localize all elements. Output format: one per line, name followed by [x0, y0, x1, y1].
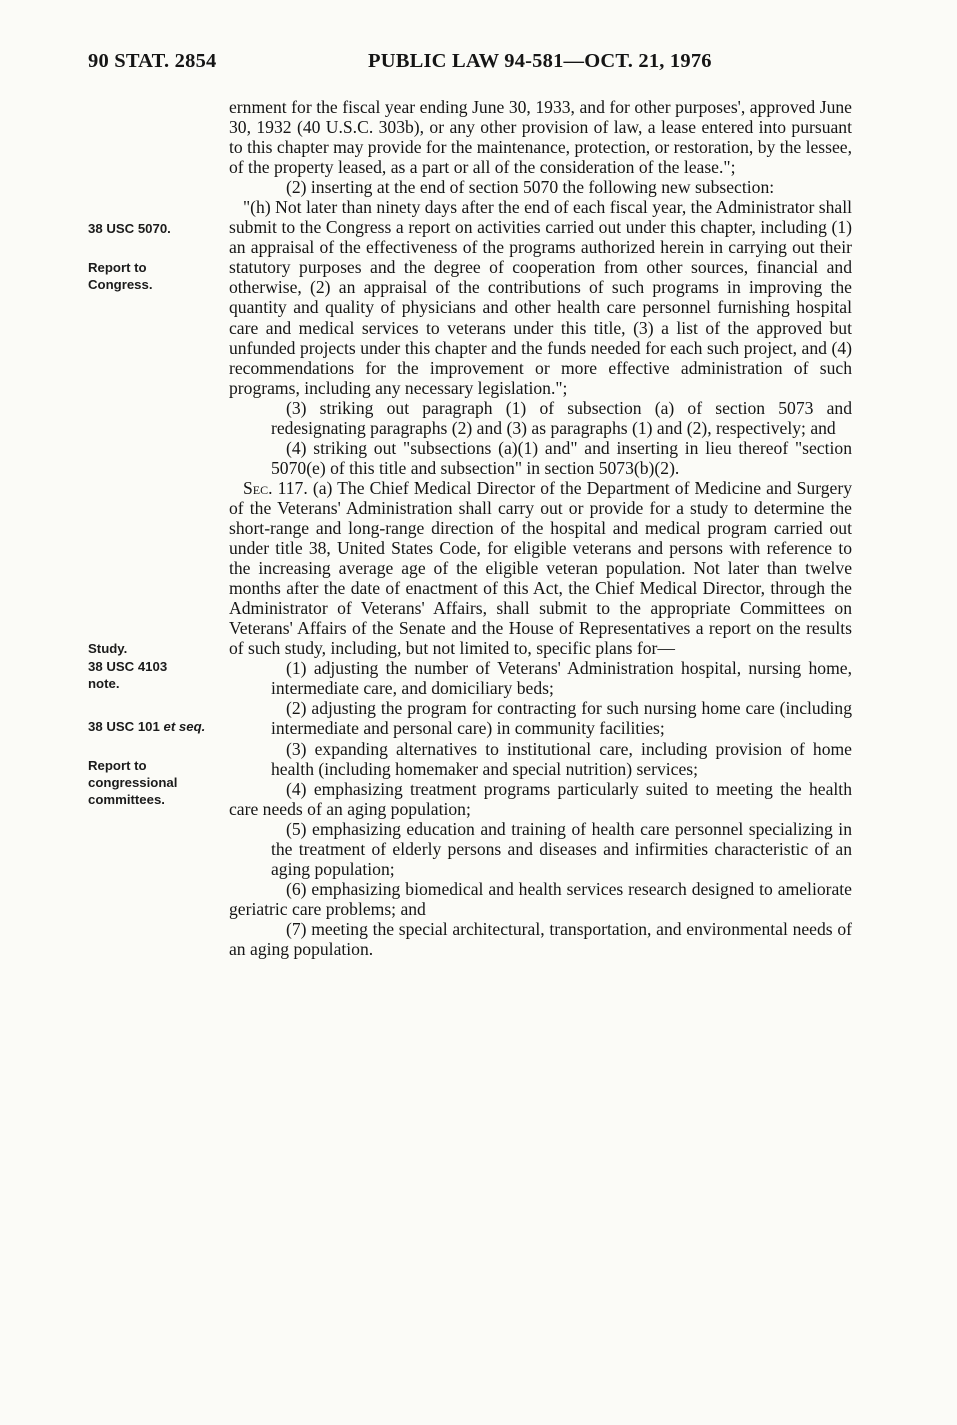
plan-item: (3) expanding alternatives to institutional care, including provision of home health (including homemaker and special nutrition) services; [271, 738, 852, 779]
margin-note-report-to-congress: Report to Congress. [88, 260, 153, 292]
section-117-label: Sec. 117. [243, 477, 308, 498]
plan-item: (7) meeting the special architectural, transportation, and environmental needs of an aging population. [229, 918, 852, 959]
clause-4-striking: (4) striking out "subsections (a)(1) and" and inserting in lieu thereof "section 5070(e) of this title and subsection" in section 5073(b)(2). [271, 437, 852, 478]
plan-item: (5) emphasizing education and training of health care personnel specializing in the treatment of elderly persons and diseases and infirmities characteristic of an aging population; [271, 818, 852, 879]
et-seq: et seq. [163, 719, 206, 734]
statute-body [229, 97, 852, 959]
stat-page-number: 90 STAT. 2854 [88, 50, 217, 72]
plan-item: (1) adjusting the number of Veterans' Administration hospital, nursing home, intermediate care, and domiciliary beds; [271, 658, 852, 699]
section-117-text: (a) The Chief Medical Director of the Department of Medicine and Surgery of the Veterans' Administration shall carry out or provide for a study to determine the short-range and long-range direction of the hospital and medical program carried out under title 38, United States Code, for eligible veterans and persons with reference to the increasing average age of the eligible veteran population. Not later than twelve months after the date of enactment of this Act, the Chief Medical Director, through the Administrator of Veterans' Affairs, shall submit to the appropriate Committees on Veterans' Affairs of the Senate and the House of Representatives a report on the results of such study, including, but not limited to, specific plans for— [229, 477, 852, 659]
margin-note-study: Study. [88, 641, 128, 656]
paragraph-lease: ernment for the fiscal year ending June 30, 1933, and for other purposes', approved June 30, 1932 (40 U.S.C. 303b), or any other provision of law, a lease entered into pursuant to this chapter may provide for the maintenance, protection, or restoration, by the lessee, of the property leased, as a part or all of the consideration of the lease."; [229, 97, 852, 178]
margin-note-report-committees: Report to congressional committees. [88, 758, 178, 807]
plan-item: (2) adjusting the program for contracting for such nursing home care (including intermediate and personal care) in community facilities; [271, 698, 852, 739]
clause-3-striking: (3) striking out paragraph (1) of subsection (a) of section 5073 and redesignating paragraphs (2) and (3) as paragraphs (1) and (2), respectively; and [271, 397, 852, 438]
plan-item: (6) emphasizing biomedical and health services research designed to ameliorate geriatric care problems; and [229, 878, 852, 919]
plan-item: (4) emphasizing treatment programs particularly suited to meeting the health care needs of an aging population; [229, 778, 852, 819]
usc-101-cite: 38 USC 101 [88, 719, 160, 734]
margin-note-usc-5070: 38 USC 5070. [88, 221, 171, 236]
margin-note-usc-101 [88, 718, 216, 735]
subsection-h-report: "(h) Not later than ninety days after the end of each fiscal year, the Administrator shall submit to the Congress a report on activities carried out under this chapter, including (1) an appraisal of the effectiveness of the programs authorized herein in carrying out their statutory purposes and the degree of cooperation from other sources, financial and otherwise, (2) an appraisal of the contributions of such programs in improving the quantity and quality of physicians and other health care personnel furnishing hospital care and medical services to veterans under this title, (3) a list of the approved but unfunded projects under this chapter and the funds needed for each such project, and (4) recommendations for the improvement or more effective administration of such programs, including any necessary legislation."; [229, 197, 852, 398]
clause-2-inserting: (2) inserting at the end of section 5070 the following new subsection: [286, 177, 775, 198]
section-117-paragraph [229, 478, 852, 658]
running-head: PUBLIC LAW 94-581—OCT. 21, 1976 [368, 50, 712, 72]
margin-note-usc-4103: 38 USC 4103 note. [88, 659, 168, 691]
